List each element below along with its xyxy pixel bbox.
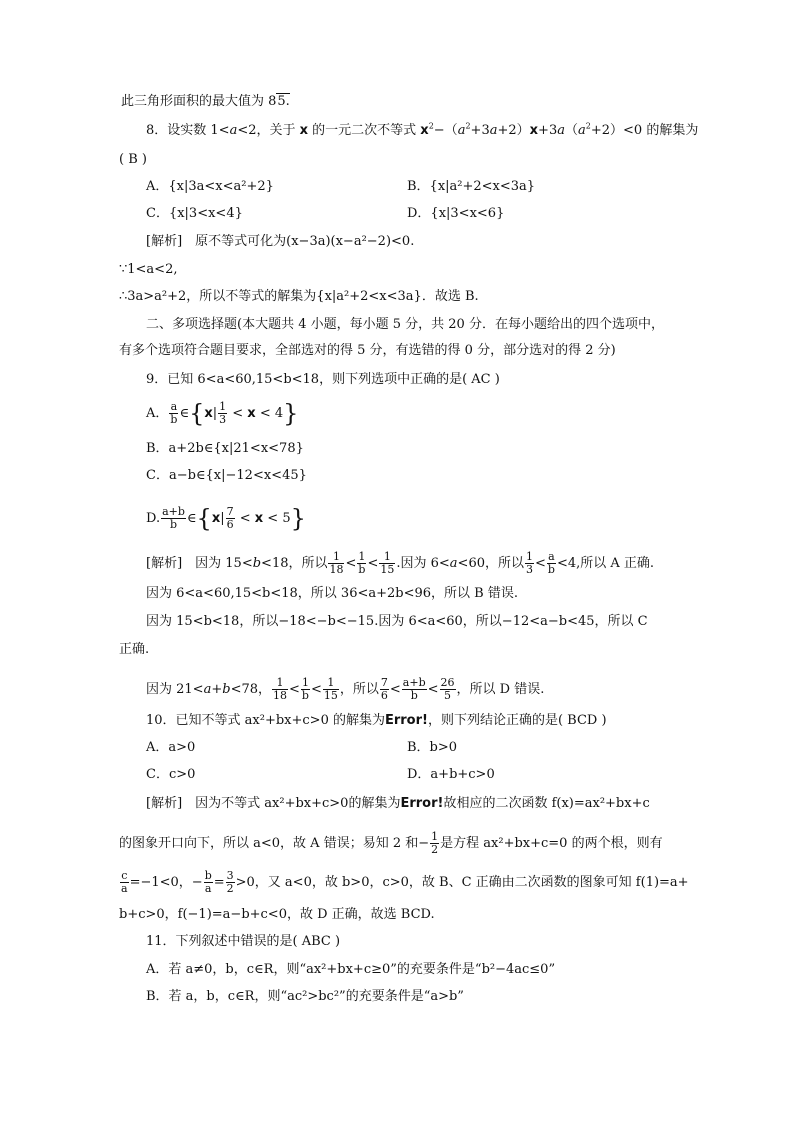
q10-option-d: D．a+b+c>0: [407, 767, 495, 782]
q9-option-a: A． $\frac{a}{b}$ ∈{x| $\frac{1}{3}$ < x < 4}: [146, 399, 299, 428]
q8-option-c: C．{x|3<x<4}: [146, 206, 243, 221]
q10-option-c: C．c>0: [146, 767, 196, 782]
q8-option-d: D．{x|3<x<6}: [407, 206, 505, 221]
q10-analysis-3: $\frac{c}{a}$ =−1<0，− $\frac{b}{a}$ = $\frac{3}{2}$ >0，又 a<0，故 b>0，c>0，故 B、C 正确由二次函数的图象可知 f(1)=a+: [121, 869, 689, 895]
q10-option-a: A．a>0: [146, 740, 196, 755]
q10-analysis-1: [解析] 因为不等式 ax²+bx+c>0的解集为Error!故相应的二次函数 f(x)=ax²+bx+c: [146, 796, 650, 811]
q9-analysis-2: 因为 6<a<60,15<b<18，所以 36<a+2b<96，所以 B 错误.: [146, 586, 518, 601]
q9-option-d: D. $\frac{a+b}{b}$ ∈{x| $\frac{7}{6}$ < x < 5}: [146, 504, 306, 533]
q10-option-b: B．b>0: [407, 740, 458, 755]
q9-option-c: C．a−b∈{x|−12<x<45}: [146, 468, 307, 483]
q11-stem: 11．下列叙述中错误的是( ABC ): [146, 934, 341, 949]
q9-option-b: B．a+2b∈{x|21<x<78}: [146, 441, 304, 456]
q9-stem: 9．已知 6<a<60,15<b<18，则下列选项中正确的是( AC ): [146, 372, 500, 387]
q9-analysis-3: 因为 15<b<18，所以−18<−b<−15.因为 6<a<60，所以−12<a−b<45，所以 C: [146, 614, 648, 629]
q9-analysis-4: 因为 21<a+b<78， $\frac{1}{18}$ < $\frac{1}{b}$ < $\frac{1}{15}$ ，所以 $\frac{7}{6}$ < $\frac{a+b}{b}$ < $\frac{26}{5}$ ，所以 D 错误.: [146, 676, 545, 702]
section-2-heading-cont: 有多个选项符合题目要求，全部选对的得 5 分，有选错的得 0 分，部分选对的得 2 分): [119, 343, 616, 358]
q11-option-a: A．若 a≠0，b，c∈R，则“ax²+bx+c≥0”的充要条件是“b²−4ac≤0”: [146, 962, 556, 977]
section-2-heading: 二、多项选择题(本大题共 4 小题，每小题 5 分，共 20 分．在每小题给出的四个选项中，: [146, 317, 664, 332]
q8-analysis-2: ∵1<a<2,: [119, 262, 178, 277]
q8-analysis-1: [解析] 原不等式可化为(x−3a)(x−a²−2)<0.: [146, 234, 415, 249]
q8-option-a: A．{x|3a<x<a²+2}: [146, 179, 274, 194]
q9-analysis-3-cont: 正确.: [119, 642, 150, 657]
q8-stem: 8．设实数 1<a<2，关于 x 的一元二次不等式 $x^2-(a^2+3a+2)x+3a(a^2+2)<0$ 的解集为: [146, 121, 699, 138]
q10-analysis-4: b+c>0，f(−1)=a−b+c<0，故 D 正确，故选 BCD.: [119, 907, 435, 922]
q10-analysis-2: 的图象开口向下，所以 a<0，故 A 错误；易知 2 和− $\frac{1}{2}$ 是方程 ax²+bx+c=0 的两个根，则有: [119, 830, 663, 856]
q10-stem: 10．已知不等式 ax²+bx+c>0 的解集为Error!，则下列结论正确的是( BCD ): [146, 713, 607, 728]
q8-analysis-3: ∴3a>a²+2，所以不等式的解集为{x|a²+2<x<3a}．故选 B.: [119, 289, 479, 304]
q8-option-b: B．{x|a²+2<x<3a}: [407, 179, 536, 194]
q11-option-b: B．若 a，b，c∈R，则“ac²>bc²”的充要条件是“a>b”: [146, 989, 464, 1004]
q9-analysis-1: [解析] 因为 15<b<18，所以 $\frac{1}{18}$ < $\frac{1}{b}$ < $\frac{1}{15}$ .因为 6<a<60，所以 $\frac{1}{3}$ < $\frac{a}{b}$ <4,所以 A 正确.: [146, 550, 655, 576]
line-area-max: 此三角形面积的最大值为 85.: [121, 94, 290, 109]
q8-answer: ( B ): [119, 152, 147, 167]
